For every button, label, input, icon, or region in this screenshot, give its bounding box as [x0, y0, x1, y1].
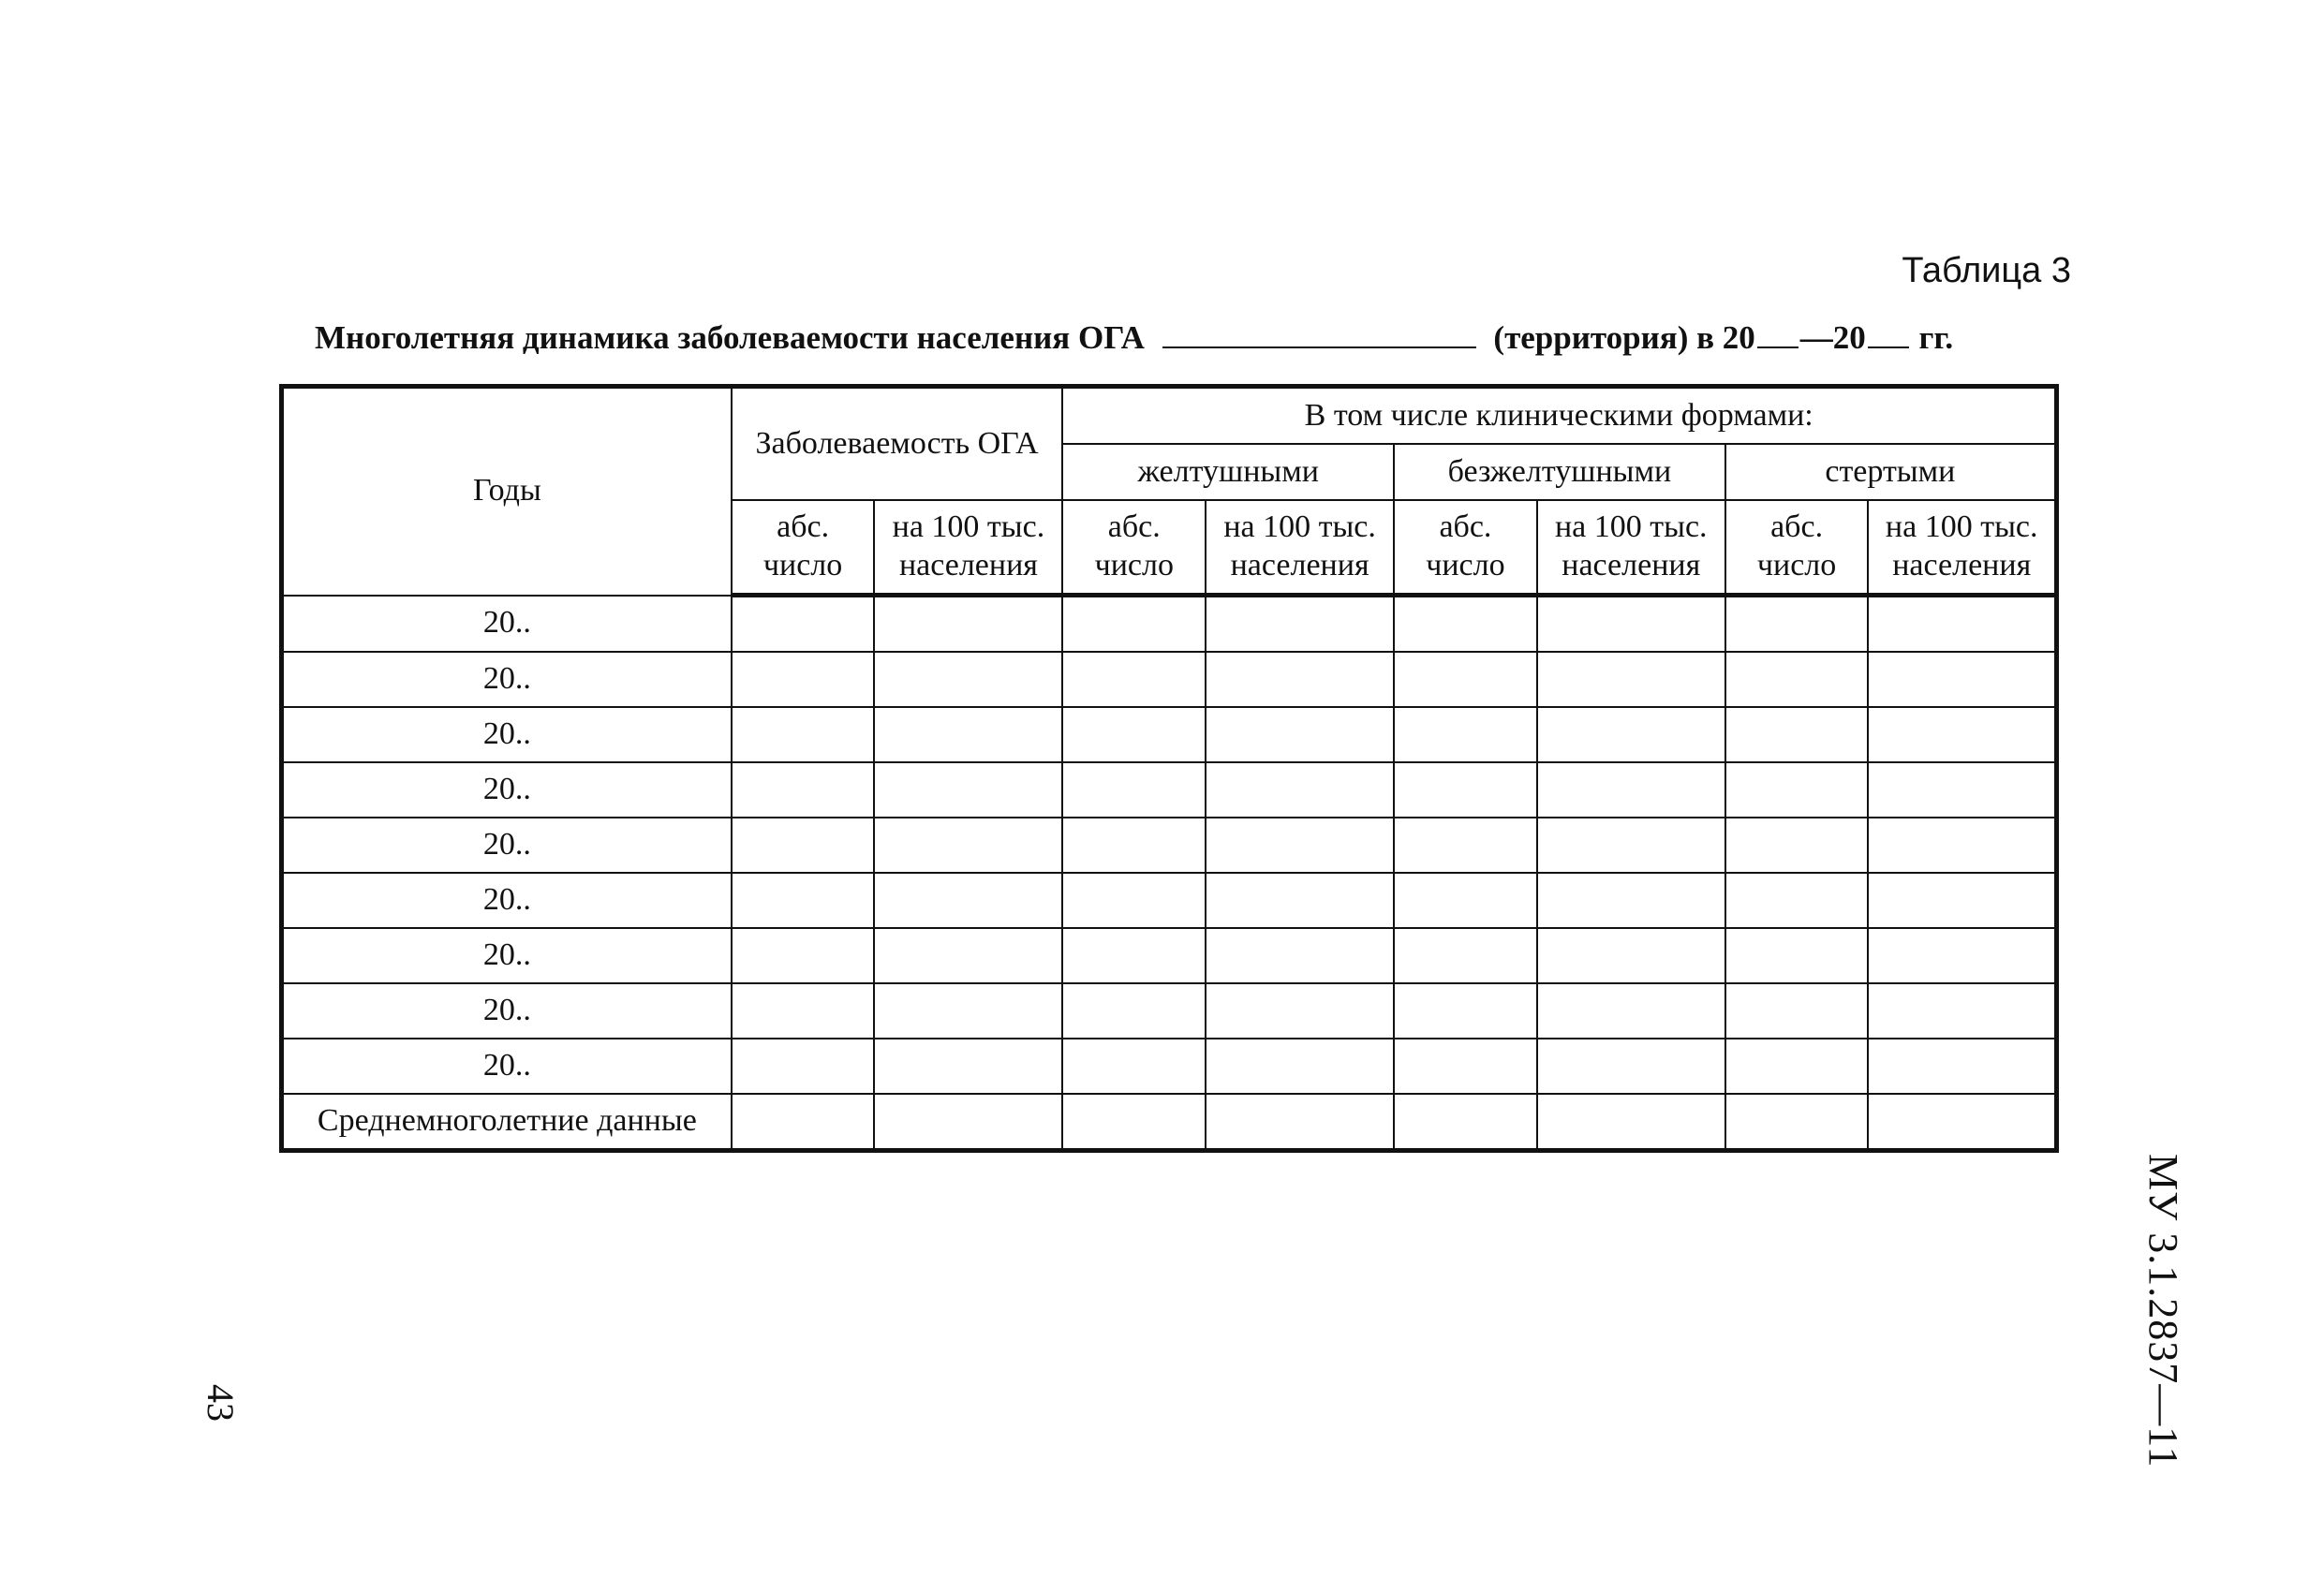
- empty-data-cell: [874, 928, 1062, 983]
- row-year-label: 20..: [282, 596, 732, 653]
- empty-data-cell: [732, 983, 875, 1039]
- header-incidence: Заболеваемость ОГА: [732, 387, 1063, 501]
- empty-data-cell: [1868, 1094, 2056, 1151]
- row-year-label: 20..: [282, 873, 732, 928]
- empty-data-cell: [1537, 818, 1725, 873]
- empty-data-cell: [1537, 1094, 1725, 1151]
- header-years: Годы: [282, 387, 732, 596]
- empty-data-cell: [1537, 1039, 1725, 1094]
- table-row: [282, 818, 2057, 873]
- title-year-sep: —20: [1799, 319, 1866, 356]
- empty-data-cell: [1868, 707, 2056, 762]
- row-year-label: Среднемноголетние данные: [282, 1094, 732, 1151]
- empty-data-cell: [1206, 928, 1394, 983]
- document-code: МУ 3.1.2837—11: [2140, 1154, 2186, 1468]
- table-label: Таблица 3: [1902, 251, 2071, 290]
- empty-data-cell: [1394, 1094, 1537, 1151]
- table-title: [315, 318, 2057, 357]
- empty-data-cell: [1062, 707, 1206, 762]
- table-row: [282, 707, 2057, 762]
- header-abs-number: абс. число: [732, 500, 875, 596]
- empty-data-cell: [1206, 1039, 1394, 1094]
- empty-data-cell: [1206, 873, 1394, 928]
- header-form-subclinical: стертыми: [1725, 444, 2057, 500]
- empty-data-cell: [732, 596, 875, 653]
- row-year-label: 20..: [282, 928, 732, 983]
- empty-data-cell: [1062, 873, 1206, 928]
- empty-data-cell: [1394, 873, 1537, 928]
- row-year-label: 20..: [282, 762, 732, 818]
- header-clinical-forms: В том числе клиническими формами:: [1062, 387, 2056, 445]
- empty-data-cell: [1537, 596, 1725, 653]
- header-per-100k: на 100 тыс. населения: [1868, 500, 2056, 596]
- row-year-label: 20..: [282, 818, 732, 873]
- empty-data-cell: [1394, 596, 1537, 653]
- year-end-blank: [1868, 318, 1909, 348]
- empty-data-cell: [1394, 983, 1537, 1039]
- empty-data-cell: [1725, 928, 1869, 983]
- empty-data-cell: [732, 707, 875, 762]
- header-abs-number: абс. число: [1725, 500, 1869, 596]
- empty-data-cell: [874, 652, 1062, 707]
- empty-data-cell: [732, 652, 875, 707]
- empty-data-cell: [1394, 762, 1537, 818]
- incidence-table: [279, 384, 2059, 1153]
- title-territory: (территория) в 20: [1493, 319, 1755, 356]
- empty-data-cell: [1206, 1094, 1394, 1151]
- empty-data-cell: [1725, 596, 1869, 653]
- title-text: Многолетняя динамика заболеваемости населения ОГА: [315, 319, 1145, 356]
- header-form-jaundiced: желтушными: [1062, 444, 1394, 500]
- empty-data-cell: [1206, 818, 1394, 873]
- empty-data-cell: [1725, 1039, 1869, 1094]
- row-year-label: 20..: [282, 983, 732, 1039]
- empty-data-cell: [1062, 762, 1206, 818]
- empty-data-cell: [732, 1094, 875, 1151]
- empty-data-cell: [1868, 1039, 2056, 1094]
- empty-data-cell: [732, 762, 875, 818]
- empty-data-cell: [1206, 707, 1394, 762]
- empty-data-cell: [1868, 762, 2056, 818]
- row-year-label: 20..: [282, 652, 732, 707]
- empty-data-cell: [1206, 596, 1394, 653]
- header-abs-number: абс. число: [1062, 500, 1206, 596]
- table-row: [282, 1094, 2057, 1151]
- empty-data-cell: [1537, 873, 1725, 928]
- empty-data-cell: [1537, 928, 1725, 983]
- empty-data-cell: [1725, 1094, 1869, 1151]
- empty-data-cell: [1725, 707, 1869, 762]
- empty-data-cell: [1537, 983, 1725, 1039]
- table-row: [282, 873, 2057, 928]
- table-row: [282, 928, 2057, 983]
- empty-data-cell: [1868, 928, 2056, 983]
- table-row: [282, 762, 2057, 818]
- empty-data-cell: [1062, 818, 1206, 873]
- empty-data-cell: [1868, 652, 2056, 707]
- empty-data-cell: [1206, 983, 1394, 1039]
- empty-data-cell: [1062, 1094, 1206, 1151]
- header-per-100k: на 100 тыс. населения: [1206, 500, 1394, 596]
- empty-data-cell: [1868, 596, 2056, 653]
- empty-data-cell: [874, 596, 1062, 653]
- header-per-100k: на 100 тыс. населения: [1537, 500, 1725, 596]
- year-start-blank: [1757, 318, 1799, 348]
- empty-data-cell: [1537, 762, 1725, 818]
- header-form-anicteric: безжелтушными: [1394, 444, 1725, 500]
- header-abs-number: абс. число: [1394, 500, 1537, 596]
- table-row: [282, 652, 2057, 707]
- empty-data-cell: [732, 873, 875, 928]
- empty-data-cell: [1062, 983, 1206, 1039]
- empty-data-cell: [1725, 873, 1869, 928]
- empty-data-cell: [1868, 818, 2056, 873]
- table-row: [282, 983, 2057, 1039]
- empty-data-cell: [732, 928, 875, 983]
- empty-data-cell: [1062, 596, 1206, 653]
- row-year-label: 20..: [282, 707, 732, 762]
- empty-data-cell: [1394, 652, 1537, 707]
- empty-data-cell: [874, 707, 1062, 762]
- empty-data-cell: [1206, 762, 1394, 818]
- territory-blank: [1162, 318, 1476, 348]
- empty-data-cell: [1725, 983, 1869, 1039]
- empty-data-cell: [1394, 1039, 1537, 1094]
- empty-data-cell: [1725, 652, 1869, 707]
- empty-data-cell: [732, 1039, 875, 1094]
- empty-data-cell: [732, 818, 875, 873]
- empty-data-cell: [874, 762, 1062, 818]
- row-year-label: 20..: [282, 1039, 732, 1094]
- empty-data-cell: [1062, 1039, 1206, 1094]
- empty-data-cell: [874, 1039, 1062, 1094]
- empty-data-cell: [874, 818, 1062, 873]
- table-body: [282, 596, 2057, 1151]
- empty-data-cell: [1868, 873, 2056, 928]
- empty-data-cell: [1868, 983, 2056, 1039]
- empty-data-cell: [1394, 707, 1537, 762]
- empty-data-cell: [1394, 928, 1537, 983]
- page-number: 43: [200, 1384, 242, 1422]
- empty-data-cell: [1725, 762, 1869, 818]
- title-suffix: гг.: [1918, 319, 1954, 356]
- table-row: [282, 596, 2057, 653]
- empty-data-cell: [1062, 652, 1206, 707]
- empty-data-cell: [874, 983, 1062, 1039]
- empty-data-cell: [1206, 652, 1394, 707]
- empty-data-cell: [1394, 818, 1537, 873]
- empty-data-cell: [1537, 707, 1725, 762]
- empty-data-cell: [1062, 928, 1206, 983]
- table-row: [282, 1039, 2057, 1094]
- empty-data-cell: [874, 873, 1062, 928]
- empty-data-cell: [874, 1094, 1062, 1151]
- empty-data-cell: [1725, 818, 1869, 873]
- empty-data-cell: [1537, 652, 1725, 707]
- header-per-100k: на 100 тыс. населения: [874, 500, 1062, 596]
